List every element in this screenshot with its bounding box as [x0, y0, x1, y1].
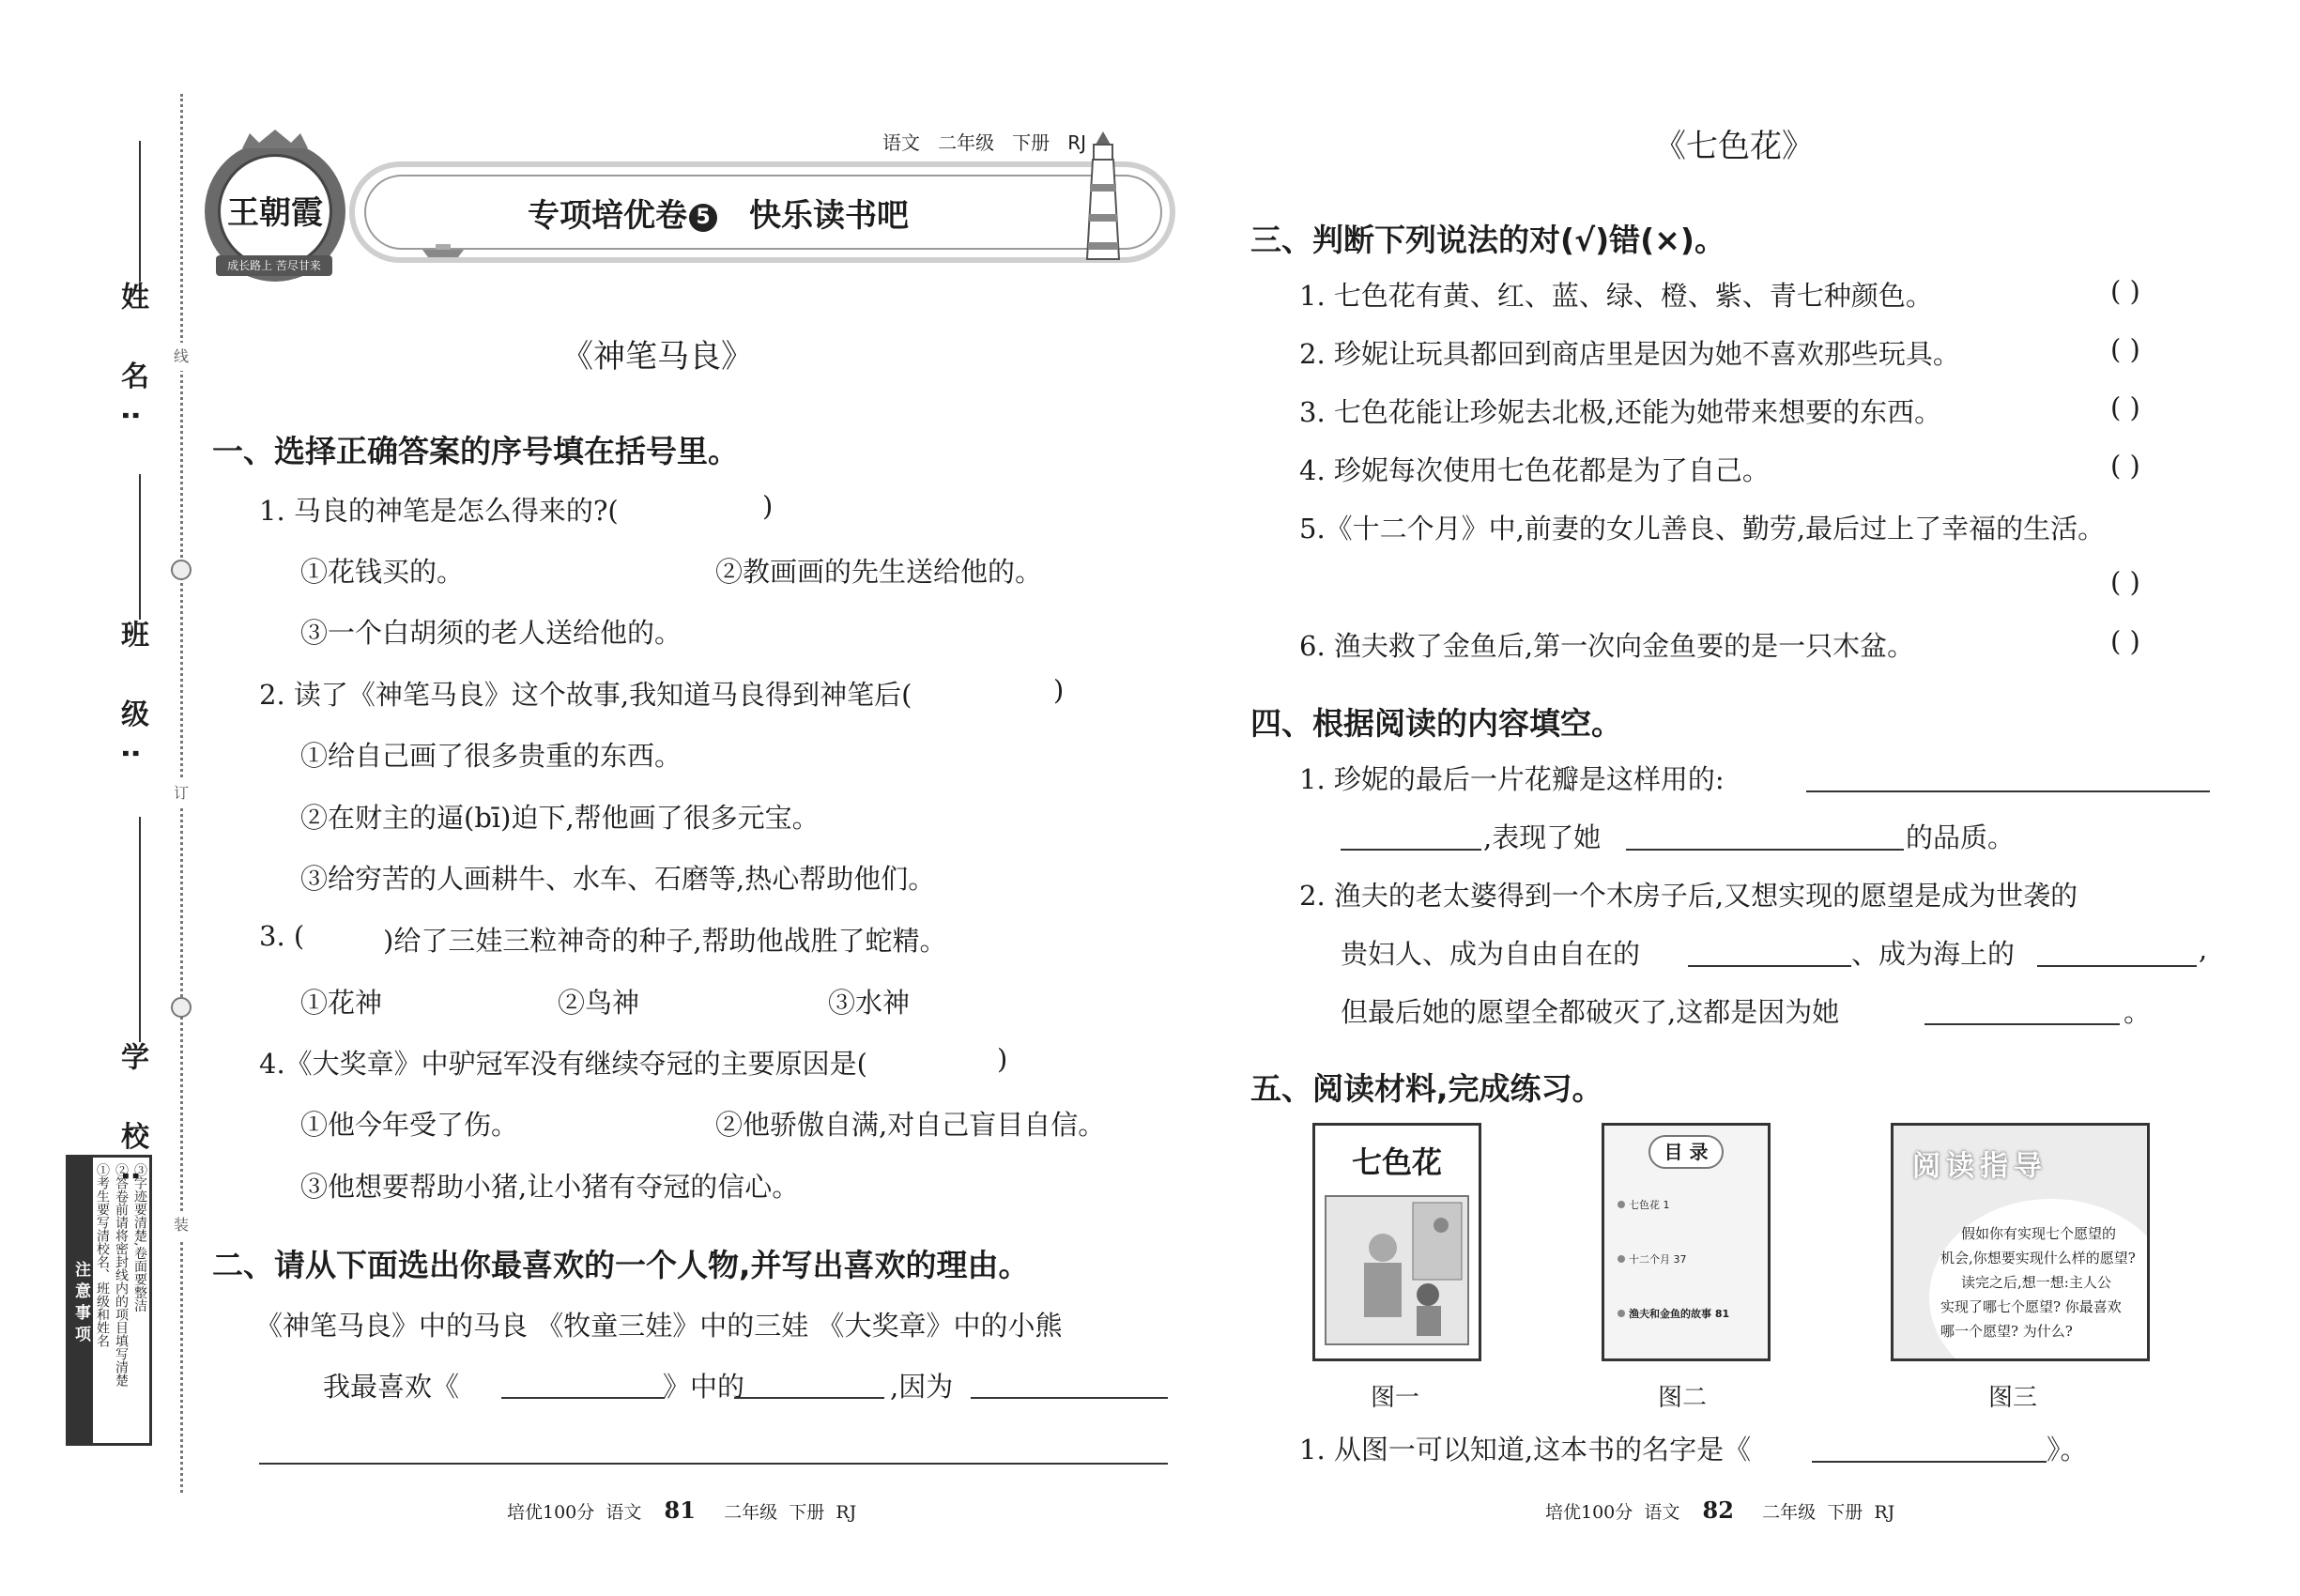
fill-q1-a: 1. 珍妮的最后一片花瓣是这样用的: [1299, 763, 1725, 795]
class-field[interactable] [139, 474, 141, 620]
meta-subject: 语文 [882, 131, 920, 154]
q2-stem: 2. 读了《神笔马良》这个故事,我知道马良得到神笔后( [259, 679, 912, 711]
section2-choices: 《神笔马良》中的马良 《牧童三娃》中的三娃 《大奖章》中的小熊 [255, 1310, 1063, 1342]
binding-hole-icon [171, 997, 192, 1018]
q3-stem: 3. ( [259, 920, 305, 952]
lighthouse-icon [1080, 131, 1127, 263]
cut-char: 装 [169, 1211, 193, 1239]
figure3-title: 阅读指导 [1912, 1150, 2047, 1183]
notice-item: ①考生要写清校名、班级和姓名 [95, 1163, 110, 1347]
toc-item: 渔夫和金鱼的故事 81 [1618, 1306, 1768, 1321]
judge-item: 4. 珍妮每次使用七色花都是为了自己。 [1299, 454, 1770, 486]
header-title [528, 190, 909, 236]
q4-option: ③他想要帮助小猪,让小猪有夺冠的信心。 [300, 1171, 800, 1203]
name-field[interactable] [139, 141, 141, 282]
notice-item: ②答卷前请将密封线内的项目填写清楚 [114, 1163, 129, 1387]
fill-q2-e: 但最后她的愿望全都破灭了,这都是因为她 [1341, 996, 1840, 1028]
page-number: 82 [1702, 1496, 1734, 1524]
figure1-book-cover [1312, 1123, 1481, 1361]
judge-paren[interactable]: ( ) [2110, 391, 2140, 423]
footer-brand: 培优100分 [507, 1502, 595, 1523]
section2-fill-b: 》中的 [663, 1371, 745, 1403]
footer-edition: RJ [836, 1502, 857, 1523]
judge-item: 3. 七色花能让珍妮去北极,还能为她带来想要的东西。 [1299, 396, 1942, 428]
fill-q1-c: 的品质。 [1906, 821, 2016, 853]
q4-paren-close: ) [997, 1043, 1008, 1075]
footer-subject: 语文 [606, 1502, 642, 1523]
figure2-title: 目 录 [1648, 1135, 1724, 1169]
footer-grade: 二年级 [1762, 1502, 1817, 1523]
meta-edition: RJ [1067, 131, 1087, 154]
notice-title: 注意事项 [69, 1158, 93, 1443]
q1-option: ③一个白胡须的老人送给他的。 [300, 617, 682, 649]
answer-line[interactable] [259, 1463, 1168, 1465]
judge-item: 5.《十二个月》中,前妻的女儿善良、勤劳,最后过上了幸福的生活。 [1299, 513, 2106, 545]
judge-item: 2. 珍妮让玩具都回到商店里是因为她不喜欢那些玩具。 [1299, 338, 1960, 370]
section3-heading: 三、判断下列说法的对(√)错(×)。 [1250, 222, 1725, 258]
cut-char: 订 [169, 779, 193, 807]
figure2-toc [1618, 1197, 1768, 1321]
section2-fill-a: 我最喜欢《 [323, 1371, 460, 1403]
meta-term: 下册 [1012, 131, 1050, 154]
q2-option: ①给自己画了很多贵重的东西。 [300, 740, 682, 772]
subtitle-text: 快乐读书吧 [749, 197, 909, 235]
toc-item: 十二个月 37 [1618, 1251, 1768, 1266]
q1-stem: 1. 马良的神笔是怎么得来的?( [259, 495, 619, 527]
section2-fill-c: ,因为 [890, 1371, 954, 1403]
section2-heading: 二、请从下面选出你最喜欢的一个人物,并写出喜欢的理由。 [212, 1247, 1030, 1283]
fill-q2-b: 贵妇人、成为自由自在的 [1341, 938, 1641, 970]
q3-stem-rest: )给了三娃三粒神奇的种子,帮助他战胜了蛇精。 [383, 925, 947, 957]
figure3-caption: 图三 [1988, 1384, 2038, 1412]
figure1-caption: 图一 [1371, 1384, 1420, 1412]
answer-blank[interactable] [734, 1397, 884, 1399]
fill-q2-d: , [2199, 933, 2208, 965]
fill-q2-c: 、成为海上的 [1851, 938, 2016, 970]
figure2-caption: 图二 [1658, 1384, 1708, 1412]
footer-term: 下册 [789, 1502, 825, 1523]
judge-item: 1. 七色花有黄、红、蓝、绿、橙、紫、青七种颜色。 [1299, 280, 1933, 312]
title-text: 专项培优卷 [528, 197, 687, 235]
judge-paren[interactable]: ( ) [2110, 450, 2140, 482]
section5-heading: 五、阅读材料,完成练习。 [1250, 1070, 1603, 1107]
answer-blank[interactable] [1806, 790, 2210, 792]
answer-blank[interactable] [1341, 849, 1481, 851]
q3-option: ②鸟神 [558, 987, 640, 1019]
fill-q2-f: 。 [2124, 996, 2152, 1028]
figure1-title: 七色花 [1351, 1144, 1442, 1180]
left-story-title: 《神笔马良》 [561, 338, 753, 376]
name-label: 姓 名: [115, 282, 148, 442]
right-story-title: 《七色花》 [1654, 128, 1814, 165]
q3-option: ③水神 [828, 987, 911, 1019]
footer-subject: 语文 [1644, 1502, 1680, 1523]
section1-heading: 一、选择正确答案的序号填在括号里。 [212, 433, 739, 469]
footer-edition: RJ [1874, 1502, 1895, 1523]
q1-option: ②教画画的先生送给他的。 [715, 556, 1043, 588]
answer-blank[interactable] [971, 1397, 1168, 1399]
q4-stem: 4.《大奖章》中驴冠军没有继续夺冠的主要原因是( [259, 1048, 867, 1080]
judge-item: 6. 渔夫救了金鱼后,第一次向金鱼要的是一只木盆。 [1299, 630, 1915, 662]
q2-option: ③给穷苦的人画耕牛、水车、石磨等,热心帮助他们。 [300, 863, 936, 895]
answer-blank[interactable] [1924, 1023, 2120, 1025]
notice-box [66, 1155, 152, 1446]
crown-icon [242, 130, 308, 148]
school-field[interactable] [139, 817, 141, 1042]
figure3-text: 假如你有实现七个愿望的 机会,你想要实现什么样的愿望? 读完之后,想一想:主人公 实现了哪七个愿望? 你最喜欢 哪一个愿望? 为什么? [1940, 1225, 2136, 1340]
fill-q1-b: ,表现了她 [1483, 821, 1602, 853]
q4-option: ②他骄傲自满,对自己盲目自信。 [715, 1109, 1106, 1141]
q4-option: ①他今年受了伤。 [300, 1109, 519, 1141]
answer-blank[interactable] [1812, 1461, 2047, 1463]
judge-paren[interactable]: ( ) [2110, 625, 2140, 657]
answer-blank[interactable] [1626, 849, 1904, 851]
class-label: 班 级: [115, 620, 148, 780]
meta-grade: 二年级 [938, 131, 995, 154]
answer-blank[interactable] [2037, 965, 2197, 967]
header-meta [882, 128, 1086, 155]
cut-char: 线 [169, 343, 193, 371]
fill-q2-a: 2. 渔夫的老太婆得到一个木房子后,又想实现的愿望是成为世袭的 [1299, 880, 2078, 912]
left-footer [507, 1496, 856, 1524]
q1-option: ①花钱买的。 [300, 556, 465, 588]
judge-paren[interactable]: ( ) [2110, 566, 2140, 598]
logo [218, 154, 332, 269]
figure1-illustration [1325, 1195, 1469, 1345]
notice-item: ③字迹要清楚,卷面要整洁 [132, 1163, 147, 1312]
ship-icon [422, 242, 464, 257]
logo-subtext: 成长路上 苦尽甘来 [216, 255, 332, 276]
sec5-q1-a: 1. 从图一可以知道,这本书的名字是《 [1299, 1434, 1752, 1466]
judge-paren[interactable]: ( ) [2110, 333, 2140, 365]
answer-blank[interactable] [1688, 965, 1851, 967]
footer-grade: 二年级 [724, 1502, 778, 1523]
title-number-badge: 5 [689, 204, 717, 232]
judge-paren[interactable]: ( ) [2110, 275, 2140, 307]
q1-paren-close: ) [762, 490, 774, 522]
footer-brand: 培优100分 [1545, 1502, 1633, 1523]
page-number: 81 [664, 1496, 696, 1524]
section4-heading: 四、根据阅读的内容填空。 [1250, 705, 1622, 742]
binding-hole-icon [171, 560, 192, 580]
figure3-guide-page [1891, 1123, 2150, 1361]
sec5-q1-b: 》。 [2047, 1434, 2088, 1466]
answer-blank[interactable] [501, 1397, 665, 1399]
q3-option: ①花神 [300, 987, 383, 1019]
q2-option: ②在财主的逼(bī)迫下,帮他画了很多元宝。 [300, 802, 820, 834]
right-footer [1545, 1496, 1894, 1524]
school-label: 学 校: [115, 1042, 148, 1203]
figure2-toc-page [1602, 1123, 1771, 1361]
logo-text: 王朝霞 [227, 194, 323, 232]
footer-term: 下册 [1827, 1502, 1863, 1523]
toc-item: 七色花 1 [1618, 1197, 1768, 1212]
q2-paren-close: ) [1053, 674, 1065, 706]
